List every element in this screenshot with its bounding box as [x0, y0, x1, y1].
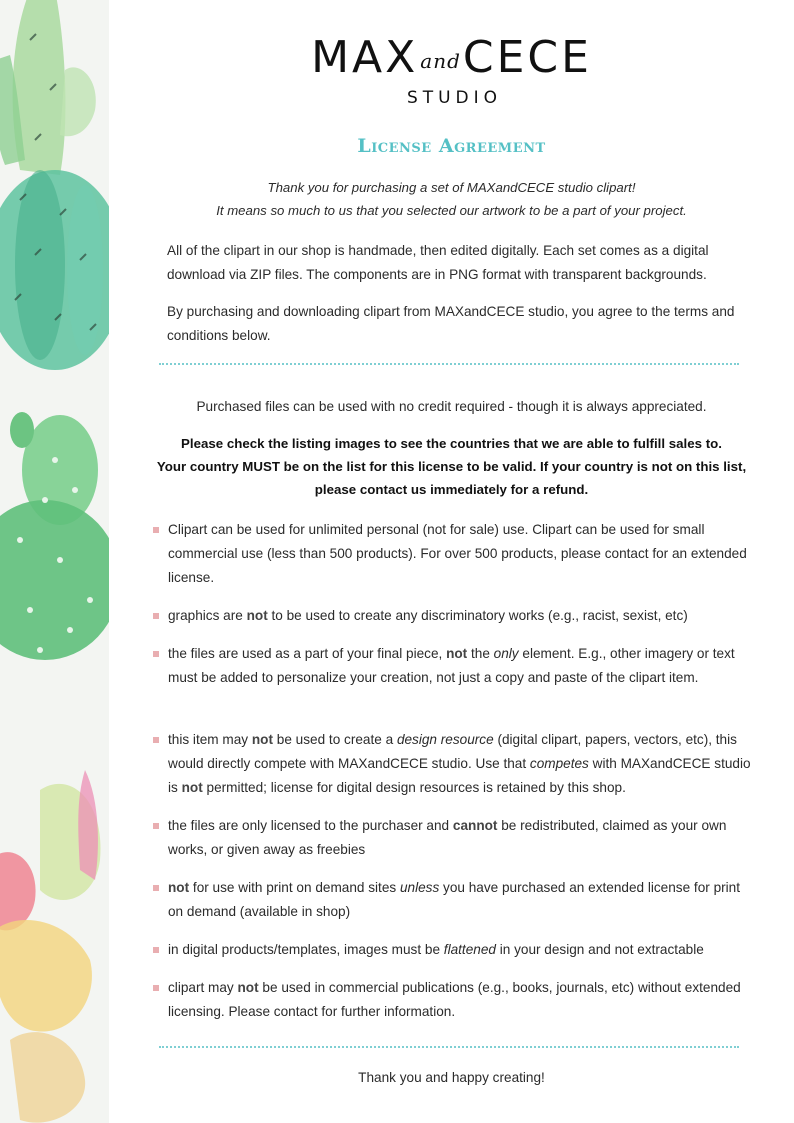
logo-studio: STUDIO — [406, 88, 503, 108]
term-text: not for use with print on demand sites unless you have purchased an extended license for print on demand (available in shop) — [168, 880, 741, 919]
handmade-paragraph: All of the clipart in our shop is handmade, then edited digitally. Each set comes as a digital download via ZIP files. The components are in PNG format with transparent backgrounds. — [167, 243, 709, 282]
term-text: the files are only licensed to the purchaser and cannot be redistributed, claimed as your own works, or given away as freebies — [168, 818, 727, 857]
term-item — [153, 518, 758, 590]
term-item — [153, 938, 758, 962]
term-text: clipart may not be used in commercial publications (e.g., books, journals, etc) without extended licensing. Please contact for further information. — [168, 980, 741, 1019]
bullet-square-icon — [153, 885, 159, 891]
term-text: Clipart can be used for unlimited personal (not for sale) use. Clipart can be used for small commercial use (less than 500 products). For over 500 products, please contact for an extended license. — [168, 522, 747, 585]
term-item — [153, 876, 758, 924]
country-notice-line-1: Please check the listing images to see the countries that we are able to fulfill sales to. — [181, 436, 722, 451]
logo-max: MAX — [311, 32, 419, 83]
country-notice-line-3: please contact us immediately for a refund. — [314, 482, 589, 497]
term-text: the files are used as a part of your final piece, not the only element. E.g., other imagery or text must be added to personalize your creation, not just a copy and paste of the clipart item. — [168, 646, 735, 685]
term-item — [153, 976, 758, 1024]
term-text: graphics are not to be used to create any discriminatory works (e.g., racist, sexist, etc) — [168, 608, 688, 623]
logo-and: and — [420, 49, 461, 73]
bullet-square-icon — [153, 527, 159, 533]
thank-you-line-2: It means so much to us that you selected our artwork to be a part of your project. — [216, 203, 687, 218]
license-document — [109, 0, 794, 1123]
credit-note: Purchased files can be used with no credit required - though it is always appreciated. — [196, 399, 707, 414]
brand-logo — [109, 34, 794, 108]
logo-cece: CECE — [462, 32, 592, 83]
thank-you-intro — [109, 176, 794, 222]
dotted-divider-bottom — [159, 1046, 739, 1048]
thank-you-line-1: Thank you for purchasing a set of MAXandCECE studio clipart! — [267, 180, 636, 195]
term-item — [153, 728, 758, 800]
bullet-square-icon — [153, 737, 159, 743]
dotted-divider-top — [159, 363, 739, 365]
country-notice — [109, 432, 794, 501]
bullet-square-icon — [153, 823, 159, 829]
agreement-paragraph: By purchasing and downloading clipart from MAXandCECE studio, you agree to the terms and conditions below. — [167, 304, 735, 343]
cactus-illustration — [0, 0, 109, 1123]
term-text: in digital products/templates, images must be flattened in your design and not extractable — [168, 942, 704, 957]
bullet-square-icon — [153, 985, 159, 991]
bullet-square-icon — [153, 651, 159, 657]
closing-line: Thank you and happy creating! — [358, 1070, 545, 1085]
term-item — [153, 642, 758, 690]
cactus-watercolor-border — [0, 0, 109, 1123]
logo-wordmark — [109, 34, 794, 85]
term-text: this item may not be used to create a design resource (digital clipart, papers, vectors, etc), this would directly compete with MAXandCECE studio. Use that competes with MAXandCECE studio is not permitted; license for digital design resources is retained by this shop. — [168, 732, 751, 795]
bullet-square-icon — [153, 613, 159, 619]
term-item — [153, 604, 758, 628]
country-notice-line-2: Your country MUST be on the list for this license to be valid. If your country is not on this list, — [156, 459, 747, 474]
term-item — [153, 814, 758, 862]
document-title: License Agreement — [357, 135, 546, 157]
bullet-square-icon — [153, 947, 159, 953]
